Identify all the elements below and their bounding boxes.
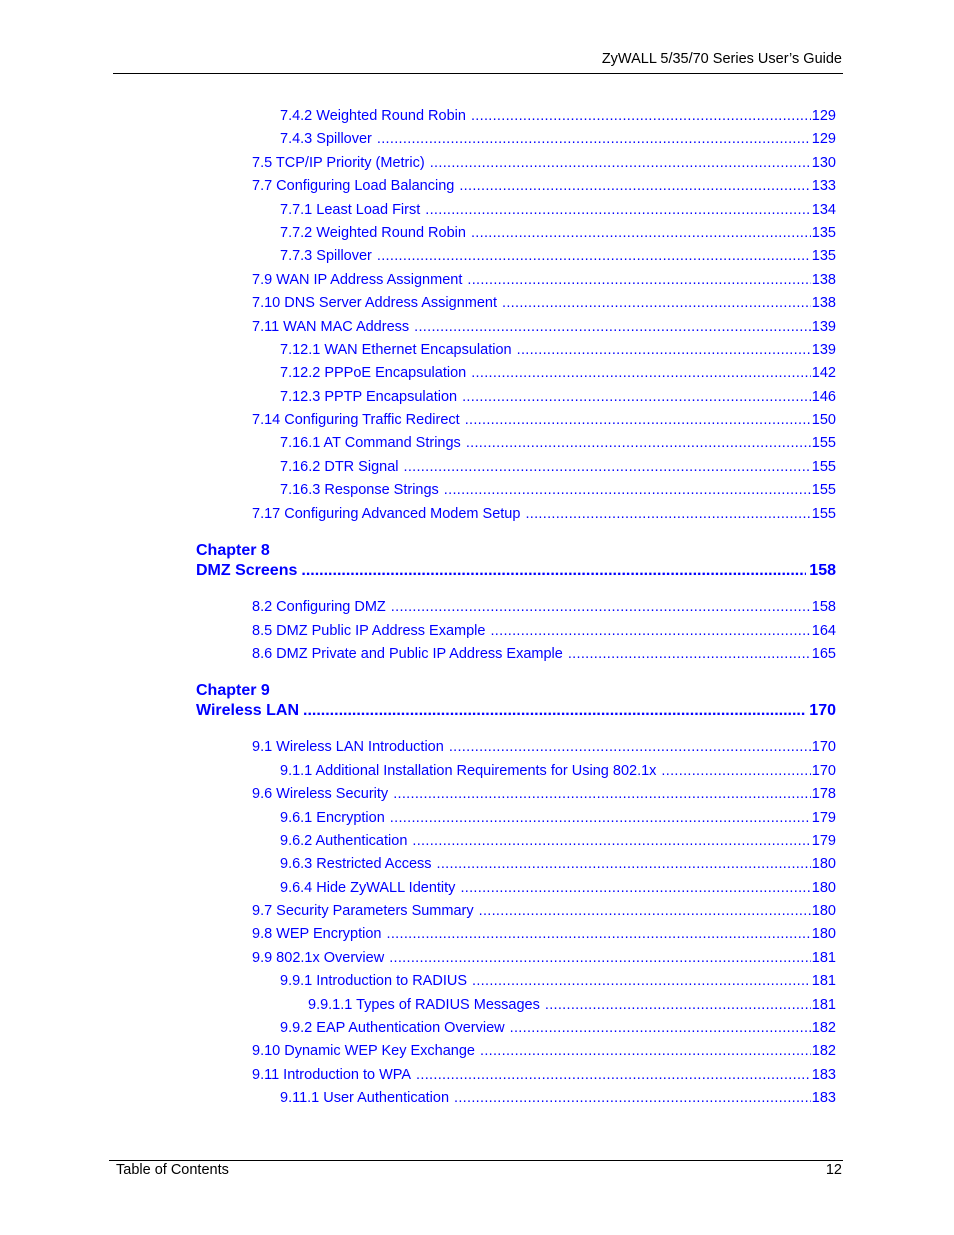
toc-entry-label: 7.7 Configuring Load Balancing <box>252 178 455 194</box>
toc-entry-label: 7.12.2 PPPoE Encapsulation <box>280 365 467 381</box>
toc-entry-label: 9.11 Introduction to WPA <box>252 1067 412 1083</box>
toc-entry-7-12-1[interactable] <box>280 340 836 360</box>
toc-entry-label: 7.10 DNS Server Address Assignment <box>252 295 498 311</box>
toc-entry-page: 139 <box>811 342 836 358</box>
toc-entry-label: 9.6.4 Hide ZyWALL Identity <box>280 880 456 896</box>
toc-entry-label: 9.11.1 User Authentication <box>280 1090 450 1106</box>
toc-entry-7-11[interactable] <box>252 317 836 337</box>
toc-entry-7-16-1[interactable] <box>280 433 836 453</box>
toc-entry-page: 146 <box>811 389 836 405</box>
toc-entry-label: 9.9.1 Introduction to RADIUS <box>280 973 467 989</box>
toc-entry-page: 129 <box>811 108 836 124</box>
leader-dots <box>459 176 810 196</box>
footer-rule <box>109 1160 843 1161</box>
chapter-9-title-entry[interactable] <box>196 701 836 721</box>
toc-entry-9-1-1[interactable] <box>280 761 836 781</box>
toc-entry-7-16-2[interactable] <box>280 457 836 477</box>
header-rule <box>113 73 843 74</box>
chapter-title: Wireless LAN <box>196 702 299 719</box>
toc-entry-page: 182 <box>811 1043 836 1059</box>
toc-entry-9-11-1[interactable] <box>280 1088 836 1108</box>
toc-entry-label: 9.1.1 Additional Installation Requirements for Using 802.1x <box>280 763 657 779</box>
leader-dots <box>472 971 811 991</box>
toc-entry-page: 179 <box>811 810 836 826</box>
toc-entry-page: 178 <box>811 786 836 802</box>
toc-entry-label: 7.14 Configuring Traffic Redirect <box>252 412 460 428</box>
toc-entry-page: 135 <box>811 225 836 241</box>
toc-entry-page: 155 <box>811 506 836 522</box>
leader-dots <box>414 317 811 337</box>
toc-entry-9-6[interactable] <box>252 784 836 804</box>
leader-dots <box>465 410 811 430</box>
toc-entry-7-16-3[interactable] <box>280 480 836 500</box>
chapter-8-title-entry[interactable] <box>196 561 836 581</box>
toc-entry-page: 165 <box>811 646 836 662</box>
toc-entry-page: 182 <box>811 1020 836 1036</box>
toc-entry-page: 155 <box>811 459 836 475</box>
leader-dots <box>393 784 811 804</box>
toc-entry-7-14[interactable] <box>252 410 836 430</box>
toc-entry-page: 181 <box>811 973 836 989</box>
toc-entry-label: 7.7.1 Least Load First <box>280 202 421 218</box>
toc-entry-label: 7.7.3 Spillover <box>280 248 372 264</box>
leader-dots <box>471 223 811 243</box>
toc-entry-label: 9.8 WEP Encryption <box>252 926 382 942</box>
leader-dots <box>490 621 810 641</box>
toc-entry-page: 155 <box>811 435 836 451</box>
leader-dots <box>390 808 811 828</box>
toc-entry-page: 133 <box>811 178 836 194</box>
toc-entry-9-11[interactable] <box>252 1065 836 1085</box>
leader-dots <box>387 924 811 944</box>
chapter-title: DMZ Screens <box>196 562 298 579</box>
toc-entry-page: 142 <box>811 365 836 381</box>
toc-entry-label: 9.9.2 EAP Authentication Overview <box>280 1020 505 1036</box>
toc-entry-7-4-2[interactable] <box>280 106 836 126</box>
leader-dots <box>430 153 811 173</box>
toc-entry-page: 180 <box>811 903 836 919</box>
toc-entry-7-12-2[interactable] <box>280 363 836 383</box>
toc-entry-label: 7.16.2 DTR Signal <box>280 459 399 475</box>
leader-dots <box>449 737 811 757</box>
toc-entry-9-9[interactable] <box>252 948 836 968</box>
toc-entry-9-6-2[interactable] <box>280 831 836 851</box>
leader-dots <box>471 363 811 383</box>
toc-entry-page: 150 <box>811 412 836 428</box>
toc-entry-8-6[interactable] <box>252 644 836 664</box>
toc-entry-page: 138 <box>811 272 836 288</box>
toc-entry-page: 180 <box>811 856 836 872</box>
leader-dots <box>377 246 811 266</box>
leader-dots <box>661 761 810 781</box>
toc-entry-7-7[interactable] <box>252 176 836 196</box>
toc-entry-label: 9.6.2 Authentication <box>280 833 408 849</box>
leader-dots <box>525 504 810 524</box>
toc-entry-page: 181 <box>811 950 836 966</box>
leader-dots <box>416 1065 811 1085</box>
leader-dots <box>454 1088 811 1108</box>
toc-entry-7-7-3[interactable] <box>280 246 836 266</box>
toc-entry-label: 9.6.1 Encryption <box>280 810 385 826</box>
toc-entry-label: 8.5 DMZ Public IP Address Example <box>252 623 486 639</box>
leader-dots <box>467 270 810 290</box>
toc-entry-label: 9.9 802.1x Overview <box>252 950 385 966</box>
footer-section-title: Table of Contents <box>116 1162 229 1178</box>
toc-entry-label: 7.9 WAN IP Address Assignment <box>252 272 463 288</box>
chapter-page: 158 <box>809 562 836 579</box>
toc-entry-page: 155 <box>811 482 836 498</box>
toc-entry-page: 180 <box>811 926 836 942</box>
toc-entry-page: 134 <box>811 202 836 218</box>
toc-entry-label: 9.9.1.1 Types of RADIUS Messages <box>308 997 540 1013</box>
toc-entry-page: 129 <box>811 131 836 147</box>
toc-entry-7-12-3[interactable] <box>280 387 836 407</box>
toc-entry-9-9-2[interactable] <box>280 1018 836 1038</box>
toc-entry-7-4-3[interactable] <box>280 129 836 149</box>
toc-entry-page: 170 <box>811 763 836 779</box>
toc-entry-label: 9.1 Wireless LAN Introduction <box>252 739 444 755</box>
toc-entry-page: 139 <box>811 319 836 335</box>
leader-dots <box>437 854 811 874</box>
leader-dots <box>479 901 811 921</box>
toc-entry-label: 7.5 TCP/IP Priority (Metric) <box>252 155 425 171</box>
leader-dots <box>460 878 810 898</box>
toc-entry-label: 7.16.1 AT Command Strings <box>280 435 461 451</box>
toc-entry-7-10[interactable] <box>252 293 836 313</box>
toc-entry-page: 183 <box>811 1090 836 1106</box>
toc-entry-label: 7.12.3 PPTP Encapsulation <box>280 389 458 405</box>
toc-entry-page: 158 <box>811 599 836 615</box>
leader-dots <box>391 597 811 617</box>
leader-dots <box>545 995 811 1015</box>
toc-entry-label: 7.7.2 Weighted Round Robin <box>280 225 466 241</box>
toc-entry-8-5[interactable] <box>252 621 836 641</box>
toc-entry-7-9[interactable] <box>252 270 836 290</box>
leader-dots <box>389 948 811 968</box>
toc-entry-7-17[interactable] <box>252 504 836 524</box>
toc-entry-label: 7.16.3 Response Strings <box>280 482 439 498</box>
toc-entry-label: 7.4.2 Weighted Round Robin <box>280 108 466 124</box>
toc-entry-page: 138 <box>811 295 836 311</box>
toc-entry-9-6-1[interactable] <box>280 808 836 828</box>
toc-entry-9-6-4[interactable] <box>280 878 836 898</box>
leader-dots <box>510 1018 811 1038</box>
toc-entry-label: 7.12.1 WAN Ethernet Encapsulation <box>280 342 512 358</box>
toc-entry-page: 170 <box>811 739 836 755</box>
toc-entry-page: 130 <box>811 155 836 171</box>
toc-entry-label: 8.2 Configuring DMZ <box>252 599 386 615</box>
leader-dots <box>480 1041 811 1061</box>
chapter-page: 170 <box>809 702 836 719</box>
leader-dots <box>444 480 811 500</box>
leader-dots <box>568 644 811 664</box>
toc-entry-9-7[interactable] <box>252 901 836 921</box>
toc-entry-7-5[interactable] <box>252 153 836 173</box>
toc-entry-page: 181 <box>811 997 836 1013</box>
toc-entry-page: 164 <box>811 623 836 639</box>
toc-entry-9-9-1-1[interactable] <box>308 995 836 1015</box>
footer-page-number: 12 <box>825 1162 842 1178</box>
toc-entry-9-10[interactable] <box>252 1041 836 1061</box>
toc-entry-7-7-1[interactable] <box>280 200 836 220</box>
toc-entry-page: 180 <box>811 880 836 896</box>
chapter-9-label[interactable]: Chapter 9 <box>196 682 270 699</box>
leader-dots <box>502 293 811 313</box>
leader-dots <box>517 340 811 360</box>
leader-dots <box>412 831 810 851</box>
leader-dots <box>403 457 810 477</box>
toc-entry-label: 7.11 WAN MAC Address <box>252 319 410 335</box>
toc-entry-9-9-1[interactable] <box>280 971 836 991</box>
toc-entry-page: 179 <box>811 833 836 849</box>
toc-entry-page: 135 <box>811 248 836 264</box>
leader-dots <box>466 433 811 453</box>
toc-entry-label: 9.6.3 Restricted Access <box>280 856 432 872</box>
toc-entry-8-2[interactable] <box>252 597 836 617</box>
page-header-title: ZyWALL 5/35/70 Series User’s Guide <box>601 51 842 67</box>
toc-entry-label: 9.7 Security Parameters Summary <box>252 903 474 919</box>
toc-entry-9-6-3[interactable] <box>280 854 836 874</box>
toc-entry-label: 9.10 Dynamic WEP Key Exchange <box>252 1043 475 1059</box>
toc-entry-label: 8.6 DMZ Private and Public IP Address Example <box>252 646 563 662</box>
leader-dots <box>301 561 806 581</box>
chapter-8-label[interactable]: Chapter 8 <box>196 542 270 559</box>
toc-entry-label: 7.17 Configuring Advanced Modem Setup <box>252 506 521 522</box>
toc-entry-page: 183 <box>811 1067 836 1083</box>
leader-dots <box>425 200 811 220</box>
toc-entry-9-8[interactable] <box>252 924 836 944</box>
toc-entry-9-1[interactable] <box>252 737 836 757</box>
toc-entry-label: 7.4.3 Spillover <box>280 131 372 147</box>
leader-dots <box>377 129 811 149</box>
leader-dots <box>462 387 811 407</box>
toc-entry-7-7-2[interactable] <box>280 223 836 243</box>
leader-dots <box>471 106 811 126</box>
toc-entry-label: 9.6 Wireless Security <box>252 786 389 802</box>
leader-dots <box>303 701 806 721</box>
